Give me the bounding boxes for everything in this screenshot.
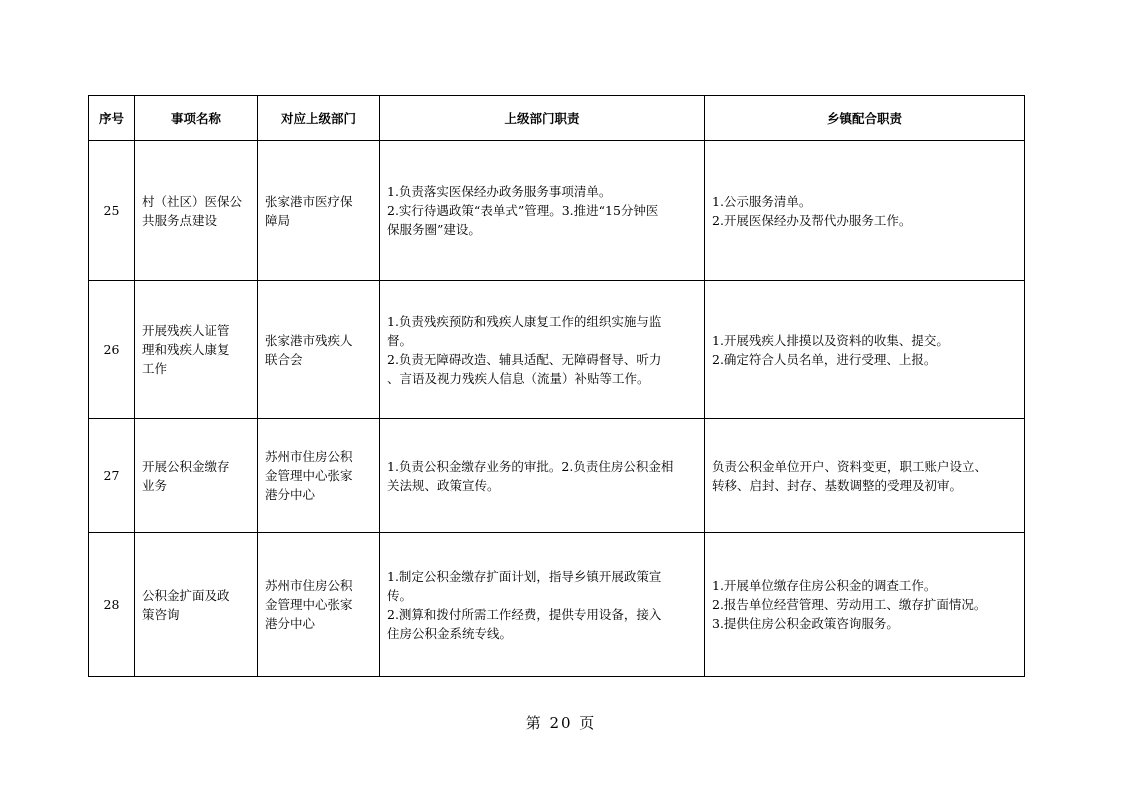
cell-line: 金管理中心张家 <box>265 468 353 483</box>
cell-line: 2.测算和拨付所需工作经费，提供专用设备，接入 <box>387 606 662 622</box>
department-cell <box>258 533 380 677</box>
table-row <box>89 419 1025 533</box>
row-number: 26 <box>89 281 135 419</box>
duty-table <box>88 95 1025 677</box>
cell-line: 负责公积金单位开户、资料变更，职工账户设立、 <box>712 458 988 474</box>
cell-line: 金管理中心张家 <box>265 597 353 612</box>
header-upper-duty: 上级部门职责 <box>380 96 705 141</box>
cell-line: 转移、启封、封存、基数调整的受理及初审。 <box>712 477 963 493</box>
header-town-duty: 乡镇配合职责 <box>705 96 1025 141</box>
upper-duty-cell <box>380 281 705 419</box>
cell-line: 、言语及视力残疾人信息（流量）补贴等工作。 <box>387 370 650 386</box>
cell-line: 1.负责公积金缴存业务的审批。2.负责住房公积金相 <box>387 458 674 474</box>
cell-line: 开展残疾人证管 <box>142 323 230 338</box>
cell-line: 3.提供住房公积金政策咨询服务。 <box>712 616 899 631</box>
cell-line: 1.公示服务清单。 <box>712 193 812 209</box>
town-duty-cell <box>705 141 1025 281</box>
cell-line: 保服务圈”建设。 <box>387 222 481 237</box>
header-item-name: 事项名称 <box>135 96 258 141</box>
item-name-cell <box>135 533 258 677</box>
cell-line: 住房公积金系统专线。 <box>387 625 513 641</box>
cell-line: 1.负责残疾预防和残疾人康复工作的组织实施与监 <box>387 313 662 329</box>
town-duty-cell <box>705 281 1025 419</box>
cell-line: 1.制定公积金缴存扩面计划，指导乡镇开展政策宣 <box>387 568 662 584</box>
row-number: 28 <box>89 533 135 677</box>
cell-line: 共服务点建设 <box>142 212 218 228</box>
cell-line: 苏州市住房公积 <box>265 578 353 593</box>
town-duty-cell <box>705 419 1025 533</box>
cell-line: 2.确定符合人员名单，进行受理、上报。 <box>712 351 937 367</box>
table-row <box>89 141 1025 281</box>
cell-line: 张家港市残疾人 <box>265 332 353 348</box>
item-name-cell <box>135 141 258 281</box>
page-number: 第 20 页 <box>525 714 597 732</box>
cell-line: 2.报告单位经营管理、劳动用工、缴存扩面情况。 <box>712 597 987 612</box>
cell-line: 2.实行待遇政策“表单式”管理。3.推进“15分钟医 <box>387 203 659 218</box>
item-name-cell <box>135 419 258 533</box>
table-header-row <box>89 96 1025 141</box>
upper-duty-cell <box>380 419 705 533</box>
town-duty-cell <box>705 533 1025 677</box>
table-row <box>89 533 1025 677</box>
cell-line: 2.负责无障碍改造、辅具适配、无障碍督导、听力 <box>387 351 662 367</box>
cell-line: 张家港市医疗保 <box>265 193 353 209</box>
cell-line: 传。 <box>387 587 413 603</box>
row-number: 25 <box>89 141 135 281</box>
upper-duty-cell <box>380 141 705 281</box>
cell-line: 2.开展医保经办及帮代办服务工作。 <box>712 212 912 228</box>
header-department: 对应上级部门 <box>258 96 380 141</box>
cell-line: 障局 <box>265 212 291 228</box>
cell-line: 苏州市住房公积 <box>265 449 353 464</box>
table-row <box>89 281 1025 419</box>
row-number: 27 <box>89 419 135 533</box>
department-cell <box>258 141 380 281</box>
cell-line: 港分中心 <box>265 487 316 502</box>
cell-line: 督。 <box>387 332 413 348</box>
cell-line: 1.开展残疾人排摸以及资料的收集、提交。 <box>712 332 949 348</box>
cell-line: 港分中心 <box>265 616 316 631</box>
cell-line: 村（社区）医保公 <box>142 193 243 209</box>
upper-duty-cell <box>380 533 705 677</box>
header-seq: 序号 <box>89 96 135 141</box>
cell-line: 1.开展单位缴存住房公积金的调查工作。 <box>712 578 937 593</box>
department-cell <box>258 281 380 419</box>
cell-line: 关法规、政策宣传。 <box>387 477 500 493</box>
cell-line: 策咨询 <box>142 606 180 622</box>
cell-line: 理和残疾人康复 <box>142 342 230 357</box>
cell-line: 联合会 <box>265 351 303 367</box>
cell-line: 1.负责落实医保经办政务服务事项清单。 <box>387 184 612 199</box>
item-name-cell <box>135 281 258 419</box>
department-cell <box>258 419 380 533</box>
cell-line: 工作 <box>142 361 168 376</box>
cell-line: 公积金扩面及政 <box>142 587 230 603</box>
cell-line: 业务 <box>142 477 168 493</box>
cell-line: 开展公积金缴存 <box>142 458 230 474</box>
